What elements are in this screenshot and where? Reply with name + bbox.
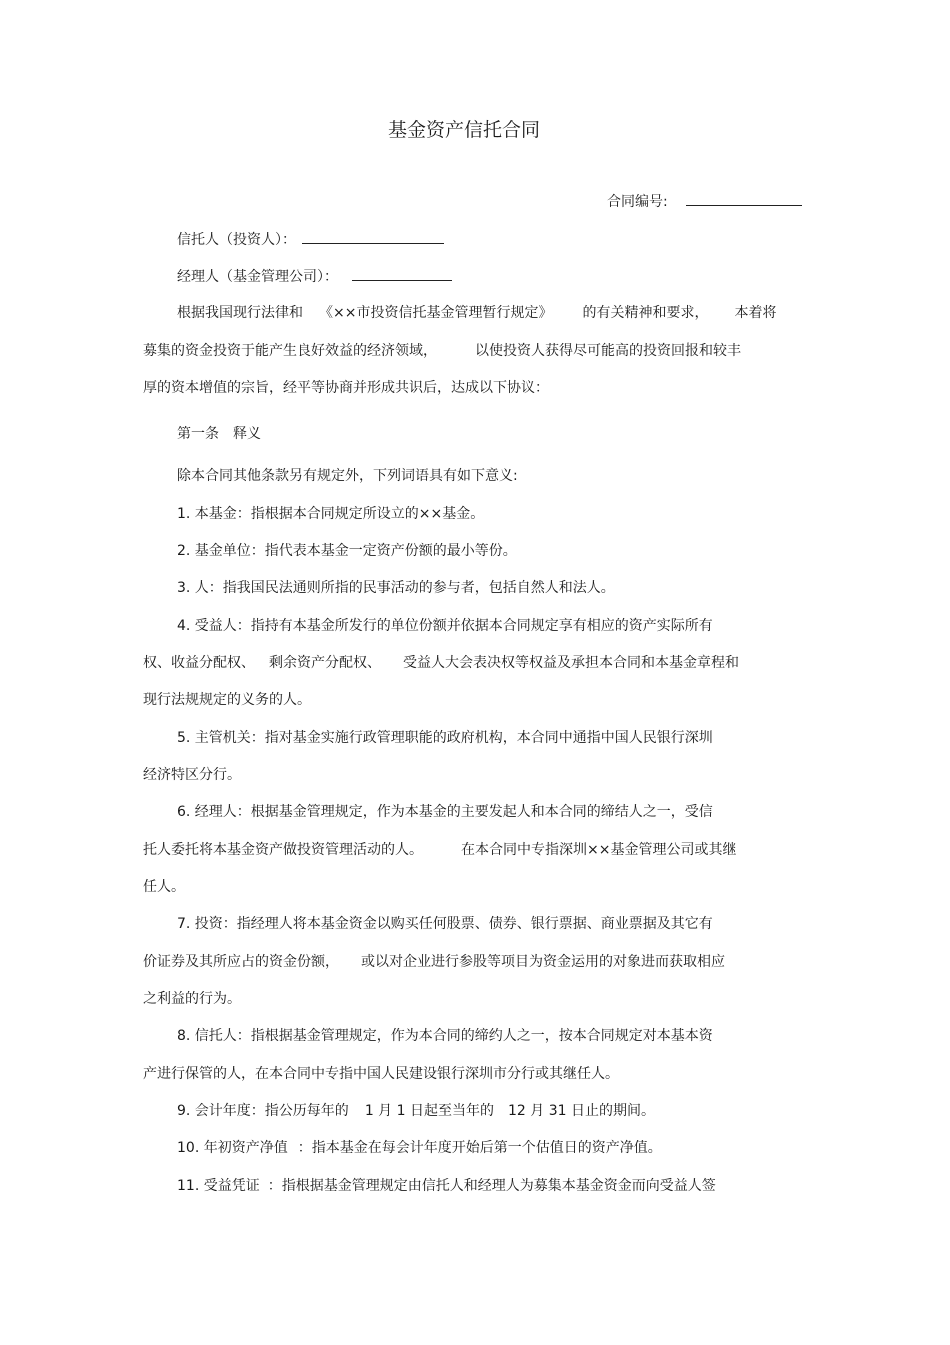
contract-number-line (607, 191, 802, 212)
preamble-text: 募集的资金投资于能产生良好效益的经济领域， (143, 343, 437, 359)
trustor-label: 信托人（投资人）： (177, 232, 296, 248)
definition-item: 7. 投资：指经理人将本基金资金以购买任何股票、债券、银行票据、商业票据及其它有 (177, 916, 713, 932)
article-number: 第一条 (177, 426, 219, 442)
definition-text: ：指根据基金管理规定由信托人和经理人为募集本基金资金而向受益人签 (267, 1178, 716, 1194)
definition-text: 受益人大会表决权等权益及承担本合同和本基金章程和 (403, 655, 739, 671)
definition-text: ：指本基金在每会计年度开始后第一个估值日的资产净值。 (297, 1140, 662, 1156)
article-title: 释义 (233, 426, 261, 442)
preamble-text: 以使投资人获得尽可能高的投资回报和较丰 (475, 343, 741, 359)
manager-line (177, 266, 452, 287)
definition-text: 剩余资产分配权、 (269, 655, 381, 671)
definition-term: 11. 受益凭证 (177, 1178, 260, 1194)
definition-text: 权、收益分配权、 (143, 655, 255, 671)
definition-continuation: 现行法规规定的义务的人。 (143, 692, 311, 708)
definition-continuation: 经济特区分行。 (143, 767, 241, 783)
contract-number-field[interactable] (686, 191, 802, 206)
definition-item: 2. 基金单位：指代表本基金一定资产份额的最小等份。 (177, 543, 517, 559)
preamble-text: 本着将 (734, 305, 777, 321)
definition-continuation: 任人。 (143, 879, 185, 895)
definition-item (177, 1176, 716, 1196)
contract-number-label: 合同编号: (607, 194, 668, 210)
definition-continuation (143, 840, 736, 860)
definition-item: 1. 本基金：指根据本合同规定所设立的××基金。 (177, 506, 485, 522)
article-intro: 除本合同其他条款另有规定外，下列词语具有如下意义: (177, 468, 518, 484)
definition-item (177, 1138, 662, 1158)
preamble-line-2 (143, 341, 741, 361)
definition-continuation: 产进行保管的人，在本合同中专指中国人民建设银行深圳市分行或其继任人。 (143, 1066, 619, 1082)
definition-text: 价证券及其所应占的资金份额， (143, 954, 339, 970)
definition-continuation: 之利益的行为。 (143, 991, 241, 1007)
definition-item: 8. 信托人：指根据基金管理规定，作为本合同的缔约人之一，按本合同规定对本基本资 (177, 1028, 713, 1044)
definition-text: 9. 会计年度：指公历每年的 (177, 1103, 349, 1119)
manager-field[interactable] (352, 266, 452, 281)
definition-text: 或以对企业进行参股等项目为资金运用的对象进而获取相应 (361, 954, 725, 970)
preamble-line-1 (177, 303, 776, 323)
document-title: 基金资产信托合同 (388, 119, 541, 141)
definition-item: 6. 经理人：根据基金管理规定，作为本基金的主要发起人和本合同的缔结人之一，受信 (177, 804, 713, 820)
article-heading (177, 424, 261, 444)
definition-item: 4. 受益人：指持有本基金所发行的单位份额并依据本合同规定享有相应的资产实际所有 (177, 618, 713, 634)
definition-item (177, 1101, 655, 1121)
preamble-text: 根据我国现行法律和 (177, 305, 303, 321)
definition-text: 1 月 1 日起至当年的 (364, 1103, 494, 1119)
definition-continuation (143, 653, 739, 673)
definition-item: 3. 人：指我国民法通则所指的民事活动的参与者，包括自然人和法人。 (177, 580, 615, 596)
preamble-line-3: 厚的资本增值的宗旨，经平等协商并形成共识后，达成以下协议： (143, 380, 549, 396)
regulation-reference: 《××市投资信托基金管理暂行规定》 (319, 305, 553, 321)
definition-text: 托人委托将本基金资产做投资管理活动的人。 (143, 842, 423, 858)
manager-label: 经理人（基金管理公司）： (177, 269, 338, 285)
definition-continuation (143, 952, 725, 972)
trustor-line (177, 229, 444, 250)
definition-text: 12 月 31 日止的期间。 (507, 1103, 655, 1119)
definition-text: 在本合同中专指深圳××基金管理公司或其继 (461, 842, 737, 858)
preamble-text: 的有关精神和要求， (582, 305, 709, 321)
definition-term: 10. 年初资产净值 (177, 1140, 288, 1156)
definition-item: 5. 主管机关：指对基金实施行政管理职能的政府机构，本合同中通指中国人民银行深圳 (177, 730, 713, 746)
trustor-field[interactable] (302, 229, 444, 244)
